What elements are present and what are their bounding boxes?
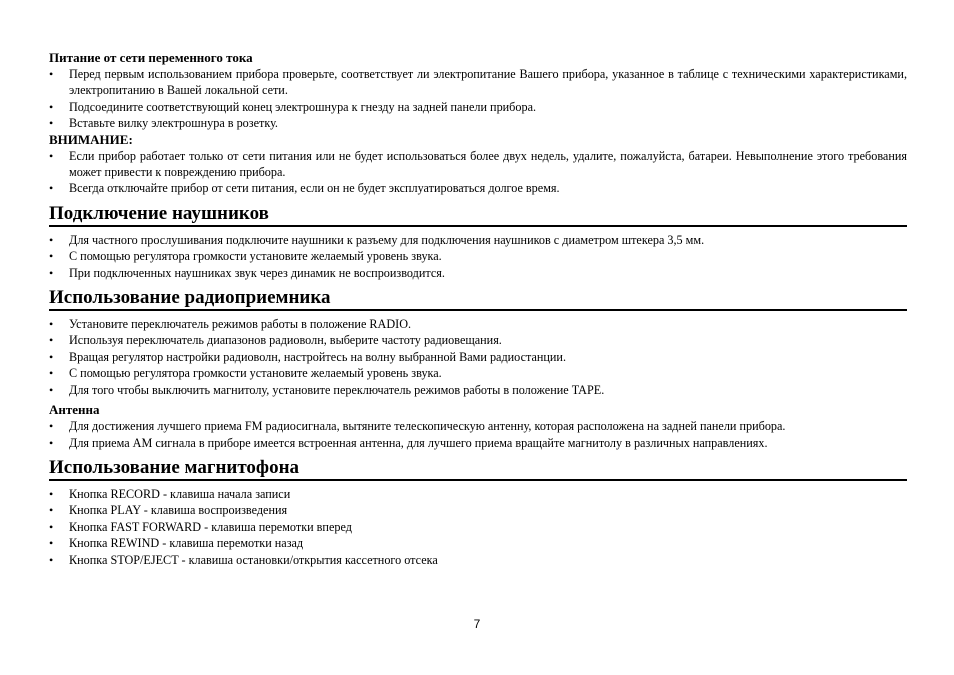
radio-section: [49, 287, 907, 451]
radio-list: [49, 316, 907, 398]
antenna-list: [49, 418, 907, 451]
headphones-list: [49, 232, 907, 281]
bullet-icon: •: [49, 486, 54, 501]
list-item: • С помощью регулятора громкости установите желаемый уровень звука.: [49, 366, 442, 381]
list-item: • Всегда отключайте прибор от сети питания, если он не будет эксплуатироваться долгое время.: [49, 181, 560, 196]
list-item: • Установите переключатель режимов работы в положение RADIO.: [49, 317, 412, 332]
warning-list: [49, 148, 907, 197]
tape-heading: Использование магнитофона: [49, 457, 907, 481]
bullet-icon: •: [49, 181, 54, 196]
bullet-icon: •: [49, 67, 54, 81]
bullet-icon: •: [49, 148, 54, 163]
bullet-icon: •: [49, 317, 54, 332]
bullet-icon: •: [49, 99, 54, 114]
list-item: • Кнопка FAST FORWARD - клавиша перемотки вперед: [49, 519, 352, 534]
power-subheading: Питание от сети переменного тока: [49, 50, 253, 65]
radio-heading: Использование радиоприемника: [49, 287, 907, 311]
list-item: • Для приема AM сигнала в приборе имеется встроенная антенна, для лучшего приема вращайте магнитолу в различных направлениях.: [49, 435, 768, 450]
bullet-icon: •: [49, 503, 54, 518]
list-item: • При подключенных наушниках звук через динамик не воспроизводится.: [49, 265, 445, 280]
list-item: • Вращая регулятор настройки радиоволн, настройтесь на волну выбранной Вами радиостанции.: [49, 349, 566, 364]
list-item: • Кнопка STOP/EJECT - клавиша остановки/открытия кассетного отсека: [49, 552, 438, 567]
bullet-icon: •: [49, 249, 54, 264]
bullet-icon: •: [49, 366, 54, 381]
list-item: • Для частного прослушивания подключите наушники к разъему для подключения наушников с диаметром штекера 3,5 мм.: [49, 232, 705, 247]
bullet-icon: •: [49, 419, 54, 434]
bullet-icon: •: [49, 333, 54, 348]
list-item: • Кнопка RECORD - клавиша начала записи: [49, 486, 291, 501]
list-item: • Для достижения лучшего приема FM радиосигнала, вытяните телескопическую антенну, которая расположена на задней панели прибора.: [49, 419, 786, 434]
bullet-icon: •: [49, 536, 54, 551]
bullet-icon: •: [49, 435, 54, 450]
list-item: • Используя переключатель диапазонов радиоволн, выберите частоту радиовещания.: [49, 333, 502, 348]
manual-page: [49, 48, 907, 568]
headphones-heading: Подключение наушников: [49, 203, 907, 227]
bullet-icon: •: [49, 382, 54, 397]
list-item: • С помощью регулятора громкости установите желаемый уровень звука.: [49, 249, 442, 264]
list-item: • Кнопка REWIND - клавиша перемотки назад: [49, 536, 304, 551]
list-item: • Вставьте вилку электрошнура в розетку.: [49, 116, 278, 131]
list-item: • Если прибор работает только от сети питания или не будет использоваться более двух недель, удалите, пожалуйста, батареи. Невыполнение этого требования может привести к повреждению прибора.: [49, 148, 907, 180]
page-number: 7: [473, 617, 481, 631]
warning-subheading: ВНИМАНИЕ:: [49, 131, 133, 147]
tape-section: [49, 457, 907, 568]
bullet-icon: •: [49, 552, 54, 567]
list-item: • Для того чтобы выключить магнитолу, установите переключатель режимов работы в положение TAPE.: [49, 382, 605, 397]
list-item: • Кнопка PLAY - клавиша воспроизведения: [49, 503, 288, 518]
list-item: • Подсоедините соответствующий конец электрошнура к гнезду на задней панели прибора.: [49, 99, 537, 114]
bullet-icon: •: [49, 265, 54, 280]
list-item: • Перед первым использованием прибора проверьте, соответствует ли электропитание Вашего прибора, указанное в таблице с техническими характеристиками, электропитанию в Вашей локальной сети.: [49, 67, 907, 98]
tape-list: [49, 486, 907, 568]
antenna-subheading: Антенна: [49, 402, 100, 418]
power-list: [49, 66, 907, 132]
bullet-icon: •: [49, 519, 54, 534]
bullet-icon: •: [49, 232, 54, 247]
headphones-section: [49, 203, 907, 281]
bullet-icon: •: [49, 349, 54, 364]
bullet-icon: •: [49, 116, 54, 131]
